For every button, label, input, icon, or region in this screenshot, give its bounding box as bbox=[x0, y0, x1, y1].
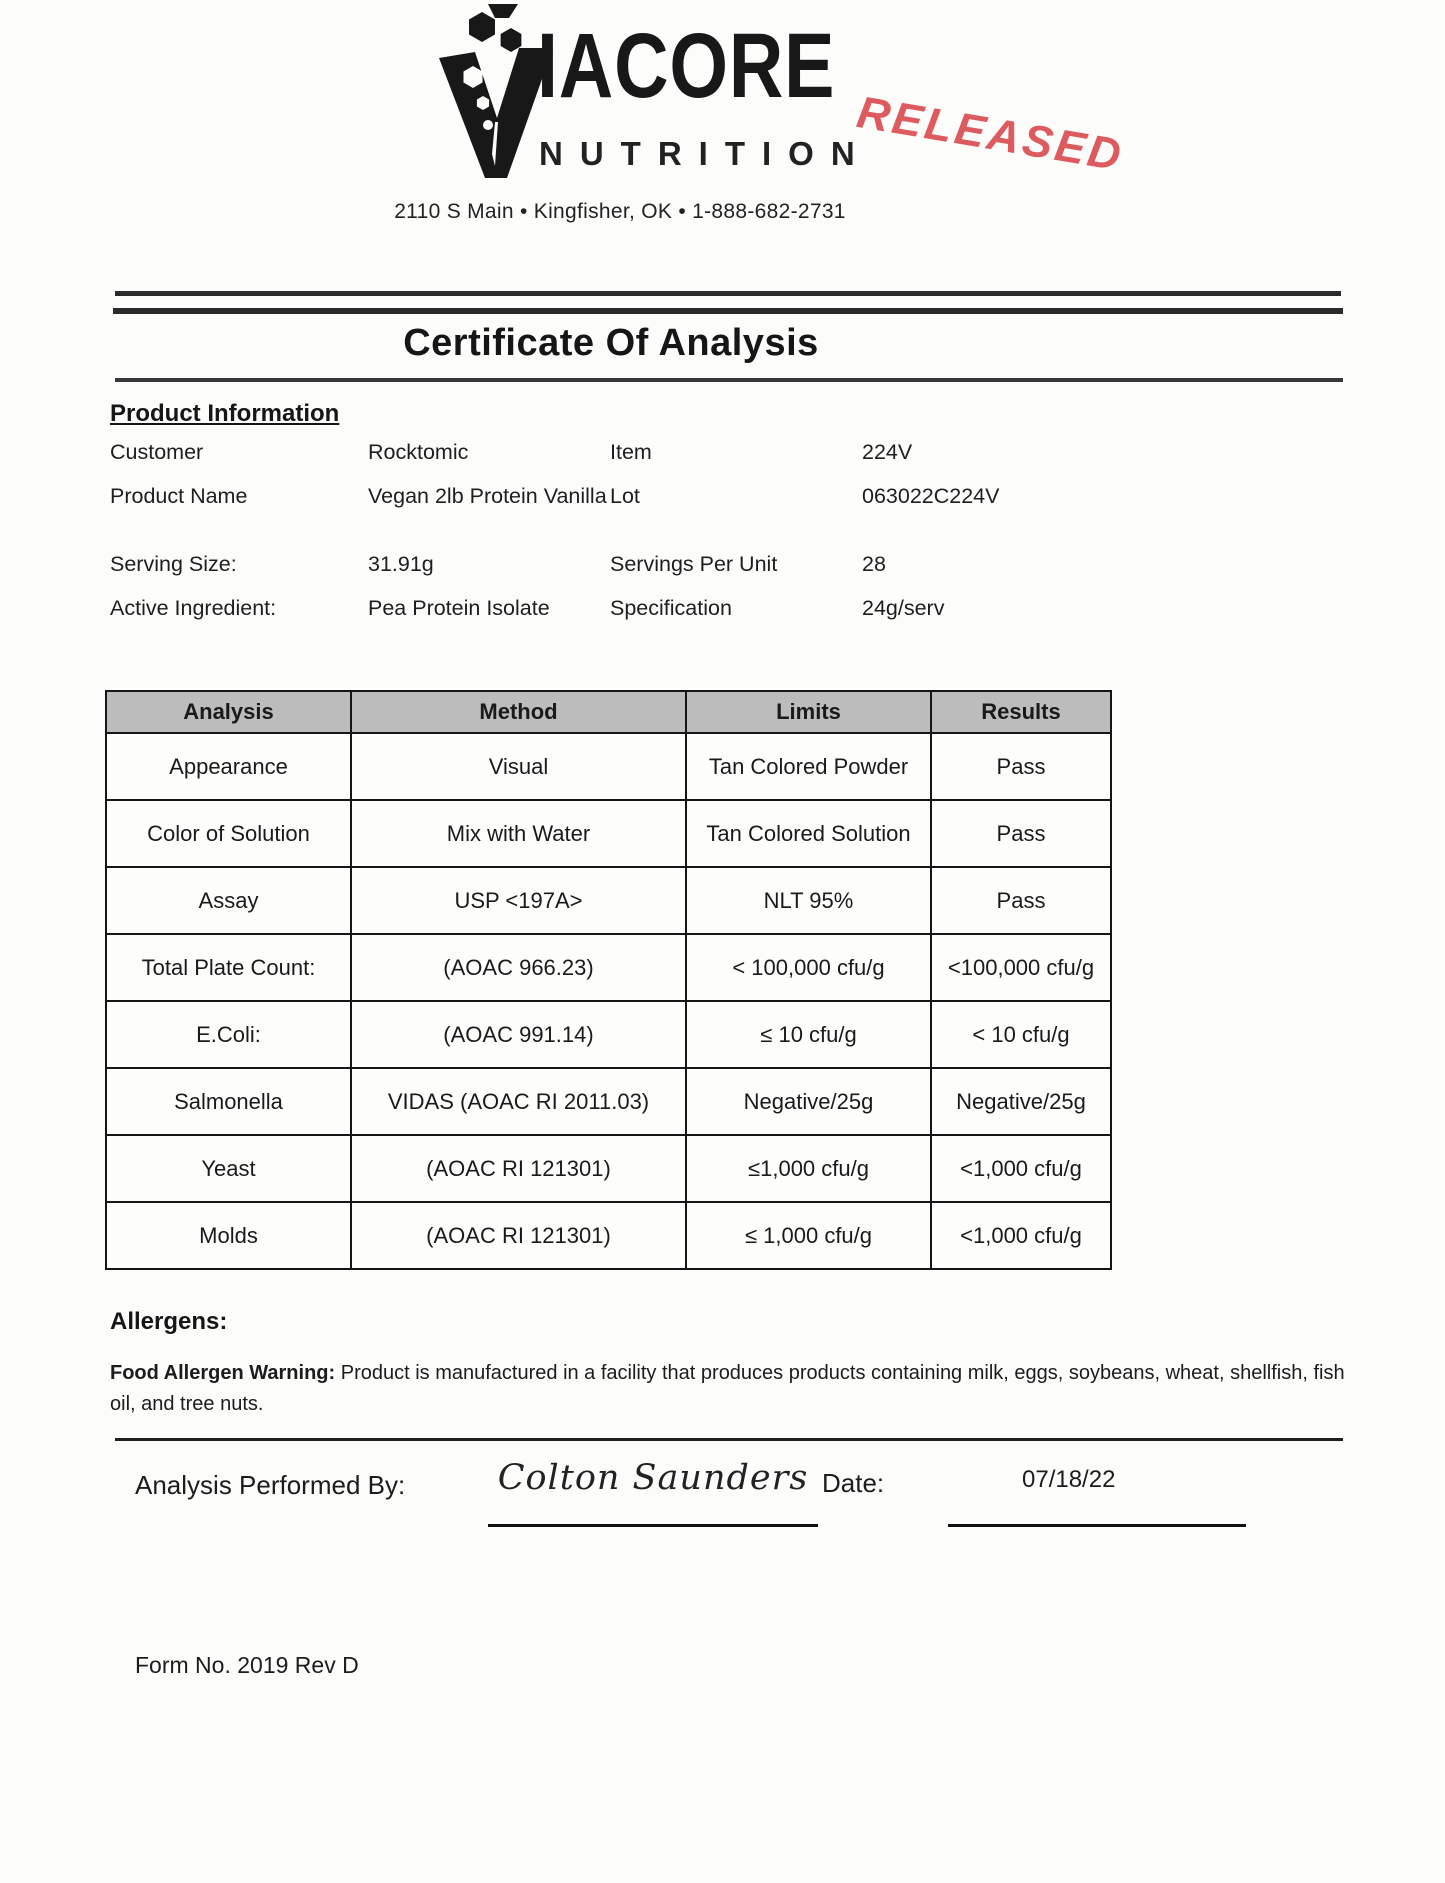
field-label: Product Name bbox=[110, 484, 248, 508]
cell-limits: Tan Colored Powder bbox=[686, 733, 931, 800]
cell-analysis: Salmonella bbox=[106, 1068, 351, 1135]
cell-limits: Tan Colored Solution bbox=[686, 800, 931, 867]
field-label: Item bbox=[610, 440, 652, 464]
form-number: Form No. 2019 Rev D bbox=[135, 1652, 359, 1678]
allergen-warning-label: Food Allergen Warning: bbox=[110, 1362, 336, 1384]
cell-method: Mix with Water bbox=[351, 800, 686, 867]
cell-analysis: Appearance bbox=[106, 733, 351, 800]
field-label: Active Ingredient: bbox=[110, 596, 277, 620]
cell-limits: < 100,000 cfu/g bbox=[686, 934, 931, 1001]
divider-top-2 bbox=[113, 308, 1343, 314]
allergen-warning-paragraph bbox=[110, 1358, 1348, 1420]
document-title: Certificate Of Analysis bbox=[403, 322, 819, 364]
cell-results: Negative/25g bbox=[931, 1068, 1111, 1135]
field-value: 24g/serv bbox=[862, 596, 945, 620]
field-label: Specification bbox=[610, 596, 732, 620]
column-header-analysis: Analysis bbox=[106, 691, 351, 733]
divider-top-1 bbox=[115, 291, 1341, 296]
cell-method: VIDAS (AOAC RI 2011.03) bbox=[351, 1068, 686, 1135]
cell-limits: ≤ 10 cfu/g bbox=[686, 1001, 931, 1068]
cell-results: <1,000 cfu/g bbox=[931, 1135, 1111, 1202]
table-row bbox=[106, 934, 1111, 1001]
released-stamp: RELEASED bbox=[853, 86, 1128, 181]
field-label: Customer bbox=[110, 440, 204, 464]
field-value: Pea Protein Isolate bbox=[368, 596, 550, 620]
analysis-performed-by-label: Analysis Performed By: bbox=[135, 1470, 406, 1500]
company-logo bbox=[435, 4, 872, 184]
table-row bbox=[106, 1135, 1111, 1202]
cell-results: Pass bbox=[931, 867, 1111, 934]
field-label: Serving Size: bbox=[110, 552, 237, 576]
product-information-heading: Product Information bbox=[110, 400, 340, 427]
field-value: Vegan 2lb Protein Vanilla bbox=[368, 484, 607, 508]
field-value: 224V bbox=[862, 440, 913, 464]
cell-limits: NLT 95% bbox=[686, 867, 931, 934]
column-header-method: Method bbox=[351, 691, 686, 733]
cell-results: Pass bbox=[931, 800, 1111, 867]
cell-limits: ≤1,000 cfu/g bbox=[686, 1135, 931, 1202]
cell-analysis: Molds bbox=[106, 1202, 351, 1269]
cell-limits: Negative/25g bbox=[686, 1068, 931, 1135]
divider-under-title bbox=[115, 378, 1343, 382]
brand-subtitle: NUTRITION bbox=[539, 135, 872, 172]
analyst-signature: Colton Saunders bbox=[497, 1458, 809, 1498]
table-row bbox=[106, 867, 1111, 934]
cell-method: (AOAC RI 121301) bbox=[351, 1202, 686, 1269]
field-value: Rocktomic bbox=[368, 440, 469, 464]
cell-method: USP <197A> bbox=[351, 867, 686, 934]
cell-analysis: Color of Solution bbox=[106, 800, 351, 867]
field-label: Lot bbox=[610, 484, 640, 508]
date-label: Date: bbox=[822, 1468, 885, 1498]
company-address: 2110 S Main • Kingfisher, OK • 1-888-682-2731 bbox=[394, 200, 846, 223]
brand-name: IACORE bbox=[537, 15, 836, 117]
cell-analysis: E.Coli: bbox=[106, 1001, 351, 1068]
field-value: 31.91g bbox=[368, 552, 434, 576]
table-row bbox=[106, 1202, 1111, 1269]
column-header-results: Results bbox=[931, 691, 1111, 733]
cell-method: (AOAC RI 121301) bbox=[351, 1135, 686, 1202]
table-row bbox=[106, 800, 1111, 867]
cell-results: <100,000 cfu/g bbox=[931, 934, 1111, 1001]
analysis-results-table bbox=[105, 690, 1112, 1270]
table-row bbox=[106, 733, 1111, 800]
column-header-limits: Limits bbox=[686, 691, 931, 733]
cell-method: (AOAC 991.14) bbox=[351, 1001, 686, 1068]
cell-limits: ≤ 1,000 cfu/g bbox=[686, 1202, 931, 1269]
cell-results: < 10 cfu/g bbox=[931, 1001, 1111, 1068]
date-value: 07/18/22 bbox=[1022, 1466, 1116, 1493]
date-line bbox=[948, 1524, 1246, 1527]
cell-analysis: Total Plate Count: bbox=[106, 934, 351, 1001]
cell-results: Pass bbox=[931, 733, 1111, 800]
signature-line bbox=[488, 1524, 818, 1527]
product-information-grid bbox=[110, 440, 1260, 640]
table-header-row bbox=[106, 691, 1111, 733]
field-label: Servings Per Unit bbox=[610, 552, 778, 576]
table-row bbox=[106, 1068, 1111, 1135]
cell-method: (AOAC 966.23) bbox=[351, 934, 686, 1001]
cell-results: <1,000 cfu/g bbox=[931, 1202, 1111, 1269]
field-value: 28 bbox=[862, 552, 886, 576]
cell-analysis: Assay bbox=[106, 867, 351, 934]
field-value: 063022C224V bbox=[862, 484, 1000, 508]
allergen-warning-text: Product is manufactured in a facility that produces products containing milk, eggs, soybeans, wheat, shellfish, fish oil, and tree nuts. bbox=[110, 1362, 1345, 1415]
allergens-heading: Allergens: bbox=[110, 1308, 228, 1335]
cell-method: Visual bbox=[351, 733, 686, 800]
divider-signature bbox=[115, 1438, 1343, 1441]
cell-analysis: Yeast bbox=[106, 1135, 351, 1202]
table-row bbox=[106, 1001, 1111, 1068]
